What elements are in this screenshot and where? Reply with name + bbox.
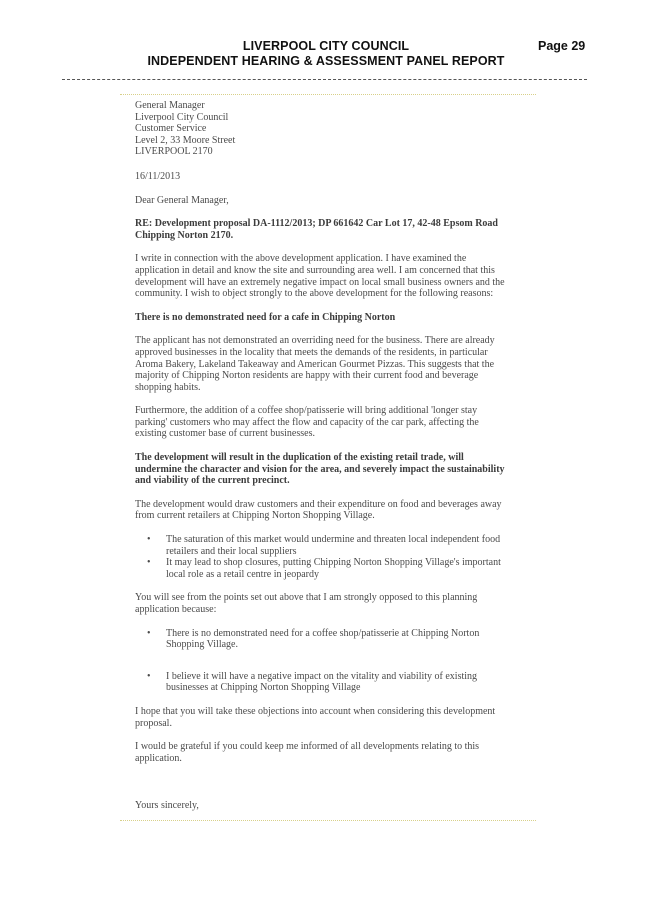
reasons-bullet-list xyxy=(135,628,507,651)
address-line: Level 2, 33 Moore Street xyxy=(135,134,236,146)
bullet-icon: • xyxy=(147,534,151,546)
need-paragraph: The applicant has not demonstrated an overriding need for the business. There are already approved businesses in the locality that meets the demands of the residents, in particular Aroma Bakery, Lakeland Takeaway and American Gourmet Pizzas. This suggests that the majority of Chipping Norton residents are happy with their current food and beverage shopping habits. xyxy=(135,335,495,393)
salutation: Dear General Manager, xyxy=(135,194,229,206)
opposition-paragraph: You will see from the points set out above that I am strongly opposed to this planning application because: xyxy=(135,592,478,615)
list-item xyxy=(135,557,507,580)
bullet-icon: • xyxy=(147,627,151,639)
closing: Yours sincerely, xyxy=(135,800,199,812)
inform-paragraph: I would be grateful if you could keep me informed of all developments relating to this application. xyxy=(135,741,480,764)
subject-line: RE: Development proposal DA-1112/2013; DP 661642 Car Lot 17, 42-48 Epsom Road Chipping Norton 2170. xyxy=(135,218,498,241)
impact-bullet-list xyxy=(135,534,507,580)
section-heading-duplication: The development will result in the duplication of the existing retail trade, will undermine the character and vision for the area, and severely impact the sustainability and viability of the current precinct. xyxy=(135,452,505,487)
bullet-icon: • xyxy=(147,670,151,682)
council-title: LIVERPOOL CITY COUNCIL xyxy=(242,39,410,53)
address-line: General Manager xyxy=(135,100,205,111)
letter-date: 16/11/2013 xyxy=(135,170,181,182)
report-title: INDEPENDENT HEARING & ASSESSMENT PANEL REPORT xyxy=(147,54,505,68)
bullet-icon: • xyxy=(147,557,151,569)
objection-letter xyxy=(135,100,507,812)
letter-top-border xyxy=(120,94,536,95)
letter-bottom-border xyxy=(120,820,536,821)
reasons-bullet-list xyxy=(135,671,507,694)
intro-paragraph: I write in connection with the above development application. I have examined the application in detail and know the site and surrounding area well. I am concerned that this development will have an extremely negative impact on local small business owners and the community. I wish to object strongly to the above development for the following reasons: xyxy=(135,253,505,300)
list-item xyxy=(135,534,507,557)
consideration-paragraph: I hope that you will take these objections into account when considering this development proposal. xyxy=(135,705,496,729)
list-item xyxy=(135,671,507,694)
bullet-text: It may lead to shop closures, putting Chipping Norton Shopping Village's important local role as a retail centre in jeopardy xyxy=(166,557,501,580)
page-number: Page 29 xyxy=(538,39,586,53)
parking-paragraph: Furthermore, the addition of a coffee shop/patisserie will bring additional 'longer stay parking' customers who may affect the flow and capacity of the car park, affecting the existing customer base of current businesses. xyxy=(135,405,479,440)
address-line: Liverpool City Council xyxy=(135,111,229,123)
header-divider xyxy=(62,79,587,80)
bullet-text: The saturation of this market would undermine and threaten local independent food retailers and their local suppliers xyxy=(166,534,501,557)
list-item xyxy=(135,628,507,651)
recipient-address xyxy=(135,100,507,158)
bullet-text: There is no demonstrated need for a coffee shop/patisserie at Chipping Norton Shopping Village. xyxy=(166,627,480,651)
bullet-text: I believe it will have a negative impact on the vitality and viability of existing businesses at Chipping Norton Shopping Village xyxy=(166,670,478,694)
address-line: LIVERPOOL 2170 xyxy=(135,146,213,158)
expenditure-paragraph: The development would draw customers and their expenditure on food and beverages away from current retailers at Chipping Norton Shopping Village. xyxy=(135,498,502,522)
address-line: Customer Service xyxy=(135,123,207,135)
section-heading-need: There is no demonstrated need for a cafe in Chipping Norton xyxy=(135,311,396,323)
